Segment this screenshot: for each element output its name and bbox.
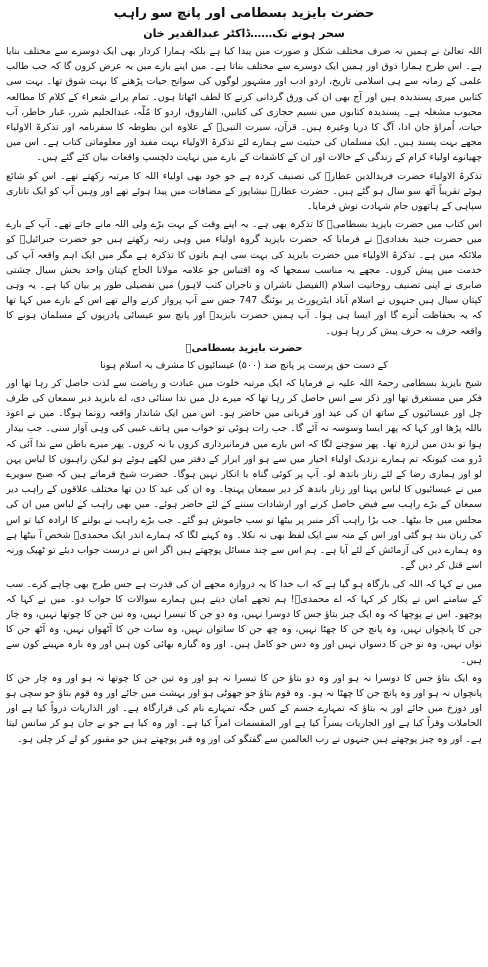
paragraph: تذکرۃ الاولیاء حضرت فریدالدین عطارؒ کی تصنیف کردہ ہے جو خود بھی اولیاء اللہ کا مرتبہ رکھتے تھے۔ اس کو شائع ہوئے تقریباً آٹھ سو سال ہو گئے ہیں۔ حضرت عطارؒ نیشاپور کے مضافات میں پیدا ہوئے تھے اور وہیں آپ کو ایک تاتاری سپاہی کے ہاتھوں جام شہادت نوش فرمایا۔ (6, 170, 482, 213)
paragraph: وہ ایک بتاؤ جس کا دوسرا نہ ہو اور وہ دو بتاؤ جن کا تیسرا نہ ہو اور وہ تین جن کا چوتھا نہ ہو اور وہ چار جن کا پانچواں نہ ہو اور وہ پانچ جن کا چھٹا نہ ہو۔ وہ قوم بتاؤ جو جھوٹی ہو اور بہشت میں جائے اور وہ قوم بتاؤ جو سچی ہو اور دوزخ میں جائے اور یہ بتاؤ کہ تمہارے جسم کے کس جگہ تمہارے نام کی قرارگاہ ہے۔ اور الذاریات ذرواً کیا ہے اور الحاملات وقراً کیا ہے اور الجاریات یسراً کیا ہے اور المقسمات امراً کیا ہے۔ اور وہ کیا ہے جو بے جان ہو کر سانس لیتا ہے۔ اور وہ چیز پوچھتے ہیں جنہوں نے رب العالمین سے گفتگو کی اور وہ قبر پوچھتے ہیں جو مقبور کو لے کر چلی ہو۔ (6, 672, 482, 745)
article-title: حضرت بایزید بسطامی اور پانچ سو راہب (113, 6, 375, 21)
article-byline: سحر ہونے تک……ڈاکٹر عبدالقدیر خان (143, 27, 345, 40)
paragraph: اس کتاب میں حضرت بایزید بسطامیؒ کا تذکرہ بھی ہے۔ یہ اپنے وقت کے بہت بڑے ولی اللہ مانے جاتے تھے۔ آپ کے بارے میں حضرت جنید بغدادیؒ نے فرمایا کہ حضرت بایزید گروہ اولیاء میں وہی رتبہ رکھتے ہیں جو حضرت جبرائیلؑ کو ملائکہ میں ہے۔ تذکرۃ الاولیاء میں حضرت بایزید کی بہت سی اہم باتوں کا تذکرہ ہے مگر میں ایک اہم واقعہ آپ کی خدمت میں پیش کروں۔ مجھے یہ مناسب سمجھا کہ وہ اقتباس جو علامہ مولانا الحاج کپتان واحد بخش سیال چشتی صابری نے اپنی تصنیف روحانیت اسلام (الفیصل ناشران و تاجران کتب لاہور) میں تفصیلی طور پر بیان کیا ہے۔ یہ وہی کپتان سیال ہیں جنہوں نے اسلام آباد ایئرپورٹ پر بوئنگ 747 جس سے آپ پرواز کرنے والے تھے اس کے بارے میں کہا تھا کہ یہ بحفاظت اُترے گا اور ایسا ہی ہوا۔ آپ ہمیں حضرت بایزیدؒ اور پانچ سو عیسائی پادریوں کے مسلمان ہونے کا واقعہ حرف بہ حرف پیش کر رہا ہوں۔ (6, 219, 482, 337)
paragraph: شیخ بایزید بسطامی رحمۃ اللہ علیہ نے فرمایا کہ ایک مرتبہ خلوت میں عبادت و ریاضت سے لذت حاصل کر رہا تھا اور فکر میں مستغرق تھا اور ذکر سے انس حاصل کر رہا تھا کہ میرے دل میں ندا سنائی دی، اے بایزید دیر سمعان کی طرف چل اور عیسائیوں کے ساتھ ان کی عید اور قربانی میں حاضر ہو۔ اس میں ایک شاندار واقعہ رونما ہوگا۔ میں نے اعوذ باللہ پڑھا اور کہا کہ پھر ایسا وسوسہ نہ آئے گا۔ جب رات ہوئی تو خواب میں ہاتف غیبی کی وہی آواز سنی۔ جب بیدار ہوا تو بدن میں لرزہ تھا۔ پھر سوچنے لگا کہ اس بارے میں فرمانبرداری کروں یا نہ کروں۔ پھر میرے باطن سے ندا آئی کہ ڈرو مت کیونکہ تم ہمارے نزدیک اولیاء اخیار میں سے ہو اور ابرار کے دفتر میں لکھے ہوئے ہو لیکن راہبوں کا لباس پہن لو اور ہماری رضا کے لئے زنار باندھ لو۔ آپ پر کوئی گناہ یا انکار نہیں ہوگا۔ حضرت شیخ فرماتے ہیں کہ صبح سویرے میں نے عیسائیوں کا لباس پہنا اور زنار باندھ کر دیر سمعان پہنچا۔ وہ ان کی عید کا دن تھا مختلف علاقوں کے راہب دیر سمعان کے بڑے راہب سے فیض حاصل کرنے اور ارشادات سننے کے لئے حاضر ہوئے۔ میں بھی راہب کے لباس میں ان کی مجلس میں جا بیٹھا۔ جب بڑا راہب آکر منبر پر بیٹھا تو سب خاموش ہو گئے۔ جب بڑے راہب نے بولنے کا ارادہ کیا تو اس کی زبان بند ہو گئی اور اس کے منہ سے ایک لفظ بھی نہ نکلا۔ وہ کہنے لگا کہ ہمارے اندر ایک محمدیؐ شخص آ بیٹھا ہے وہ ہمارے دین کی آزمائش کے لئے آیا ہے۔ ہم اس سے چند مسائل پوچھتے ہیں اگر اس نے درست جواب دیئے تو ٹھیک ورنہ اسے قتل کر دیں گے۔ (6, 377, 482, 572)
paragraph: میں نے کہا کہ اللہ کی بارگاہ ہو گیا ہے کہ اب خدا کا یہ دروازہ مجھے ان کی قدرت ہے جس طرح بھی چاہے کرے۔ سب کے سامنے اس نے پکار کر کہا کہ اے محمدیؐ! ہم تجھے امان دیتے ہیں ہمارے سوالات کا جواب دو۔ میں نے کہا کہ پوچھو۔ اس نے پوچھا کہ وہ ایک چیز بتاؤ جس کا دوسرا نہیں، وہ دو جن کا تیسرا نہیں، وہ تین جن کا چوتھا نہیں، وہ چار جن کا پانچواں نہیں، وہ پانچ جن کا چھٹا نہیں، وہ چھ جن کا ساتواں نہیں، وہ سات جن کا آٹھواں نہیں، وہ آٹھ جن کا نواں نہیں، وہ نو جن کا دسواں نہیں اور وہ دس جو کامل ہیں۔ اور وہ گیارہ بھائی کون ہیں اور وہ بارہ مہینے کون سے ہیں۔ (6, 578, 482, 666)
section-heading: حضرت بایزید بسطامیؒ (185, 342, 303, 354)
paragraph: اللہ تعالیٰ نے ہمیں نہ صرف مختلف شکل و صورت میں پیدا کیا ہے بلکہ ہمارا کردار بھی ایک دوسرے سے مختلف بنایا ہے۔ اس طرح ہمارا ذوق اور ہمیں ایک دوسرے سے مختلف بناتا ہے۔ میں اپنے بارے میں یہ عرض کروں گا کہ جب طالب علمی کے زمانہ سے ہی اسلامی تاریخ، اردو ادب اور مشہور لوگوں کی سوانح حیات پڑھنے کا بہت شوق تھا۔ بہت سی کتابیں میری پسندیدہ ہیں اور آج بھی ان کی ورق گردانی کرنے کا لطف اٹھاتا ہوں۔ تمام پرانے شعراء کے کلام کا مطالعہ محبوب مشغلہ ہے۔ پسندیدہ کتابوں میں نسیم حجازی کی کتابیں، الفاروق، اردو کا مُلّہ، عبدالحلیم شرر، غبار خاطر، آب حیات، اُمراؤ جان ادا، آگ کا دریا وغیرہ ہیں۔ قرآن، سیرت النبیؐ کے علاوہ ابن بطوطہ کا سفرنامہ اور تذکرۃ الاولیاء مجھے بہت پسند ہیں۔ ایک مسلمان کی حیثیت سے ہمارے لئے تذکرۃ الاولیاء بہت مفید اور معلوماتی کتاب ہے۔ اس میں چھیانوے اولیاء کرام کے زندگی کے حالات اور ان کے کاشفات کے بارے میں نہایت دلچسپ واقعات بیان کئے گئے ہیں۔ (6, 46, 482, 164)
column-body (6, 4, 482, 919)
section-subheading: کے دست حق پرست پر پانچ صد (۵۰۰) عیسائیوں کا مشرف بہ اسلام ہونا (100, 359, 388, 371)
